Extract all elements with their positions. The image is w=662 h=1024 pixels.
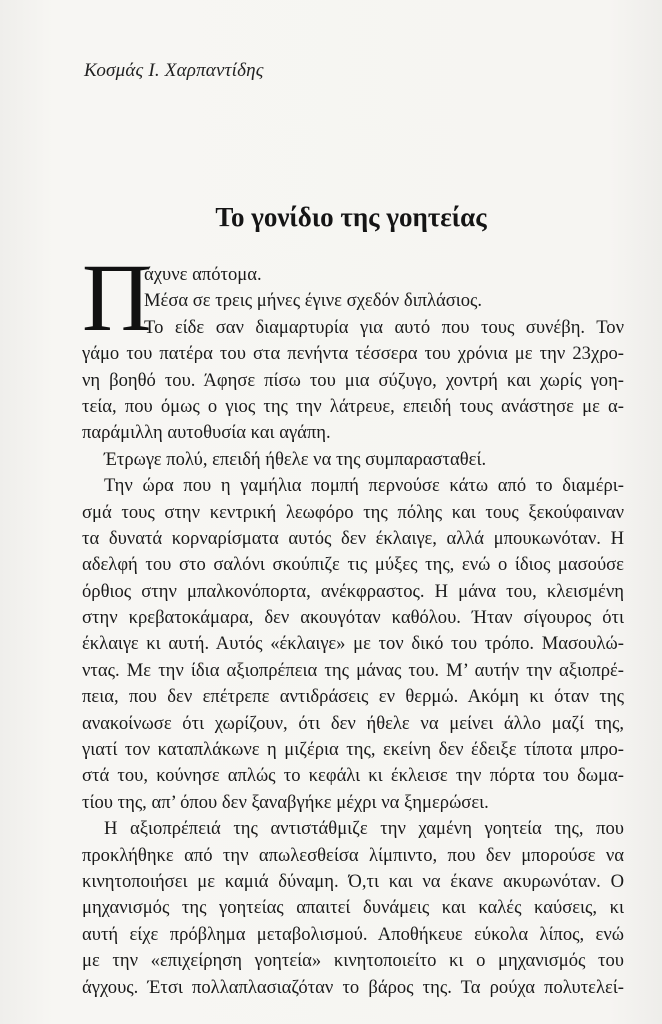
text-line: πεια, που δεν επέτρεπε αντιδράσεις εν θερμώ. Ακόμη κι όταν της bbox=[82, 686, 624, 708]
text-line: τίου της, απ’ όπου δεν ξαναβγήκε μέχρι να ξημερώσει. bbox=[82, 791, 489, 813]
text-line: νη βοηθό του. Άφησε πίσω του μια σύζυγο, χοντρή και χωρίς γοη- bbox=[82, 369, 624, 391]
text-line: Έτρωγε πολύ, επειδή ήθελε να της συμπαρασταθεί. bbox=[104, 448, 487, 470]
chapter-title: Το γονίδιο της γοητείας bbox=[215, 202, 487, 232]
text-line: Το είδε σαν διαμαρτυρία για αυτό που τους συνέβη. Τον bbox=[144, 316, 624, 338]
text-line: γάμο του πατέρα του στα πενήντα τέσσερα του χρόνια με την 23χρο- bbox=[82, 343, 624, 365]
text-line: άχυνε απότομα. bbox=[144, 264, 262, 285]
text-line: σμά τους στην κεντρική λεωφόρο της πόλης και τους ξεκούφαιναν bbox=[82, 501, 624, 523]
text-line: αυτή είχε πρόβλημα μεταβολισμού. Αποθήκευε εύκολα λίπος, ενώ bbox=[82, 923, 624, 945]
text-line: Την ώρα που η γαμήλια πομπή περνούσε κάτω από το διαμέρι- bbox=[104, 475, 624, 497]
body-text bbox=[82, 262, 624, 1001]
drop-cap: Π bbox=[82, 244, 152, 351]
text-line: ντας. Με την ίδια αξιοπρέπεια της μάνας του. Μ’ αυτήν την αξιοπρέ- bbox=[82, 659, 624, 681]
text-line: μηχανισμός της γοητείας απαιτεί δυνάμεις και καλές καύσεις, κι bbox=[82, 897, 624, 919]
text-line: κινητοποιήσει με καμιά δύναμη. Ό,τι και να έκανε ακυρωνόταν. Ο bbox=[82, 870, 624, 892]
text-line: όρθιος στην μπαλκονόπορτα, ανέκφραστος. Η μάνα του, κλεισμένη bbox=[82, 580, 624, 602]
text-line: άγχους. Έτσι πολλαπλασιαζόταν το βάρος της. Τα ρούχα πολυτελεί- bbox=[82, 976, 624, 998]
text-line: τα δυνατά κορναρίσματα αυτός δεν έκλαιγε, αλλά μπουκωνόταν. Η bbox=[82, 527, 624, 549]
text-line: με την «επιχείρηση γοητεία» κινητοποιείτο κι ο μηχανισμός του bbox=[82, 950, 624, 972]
text-line: Μέσα σε τρεις μήνες έγινε σχεδόν διπλάσιος. bbox=[144, 290, 483, 312]
text-line: στά του, κούνησε απλώς το κεφάλι κι έκλεισε την πόρτα του δωμα- bbox=[82, 765, 624, 787]
text-line: στην κρεβατοκάμαρα, δεν ακουγόταν καθόλου. Ήταν σίγουρος ότι bbox=[82, 607, 624, 629]
text-line: έκλαιγε κι αυτή. Αυτός «έκλαιγε» με τον δικό του τρόπο. Μασουλώ- bbox=[82, 633, 624, 655]
text-line: προκλήθηκε από την απωλεσθείσα λίμπιντο, που δεν μπορούσε να bbox=[82, 844, 624, 866]
text-line: παράμιλλη αυτοθυσία και αγάπη. bbox=[82, 422, 331, 444]
text-line: γιατί τον καταπλάκωνε η μιζέρια της, εκείνη δεν έδειξε τίποτα μπρο- bbox=[82, 739, 624, 761]
text-line: Η αξιοπρέπειά της αντιστάθμιζε την χαμένη γοητεία της, που bbox=[104, 818, 624, 840]
running-header-author: Κοσμάς Ι. Χαρπαντίδης bbox=[84, 60, 264, 81]
text-line: ανακοίνωσε ότι χωρίζουν, ότι δεν ήθελε να μείνει άλλο μαζί της, bbox=[82, 712, 624, 734]
text-line: τεία, που όμως ο γιος της την λάτρευε, επειδή τους ανάστησε με α- bbox=[82, 395, 624, 417]
text-line: αδελφή του στο σαλόνι σκούπιζε τις μύξες της, ενώ ο ίδιος μασούσε bbox=[82, 554, 624, 576]
